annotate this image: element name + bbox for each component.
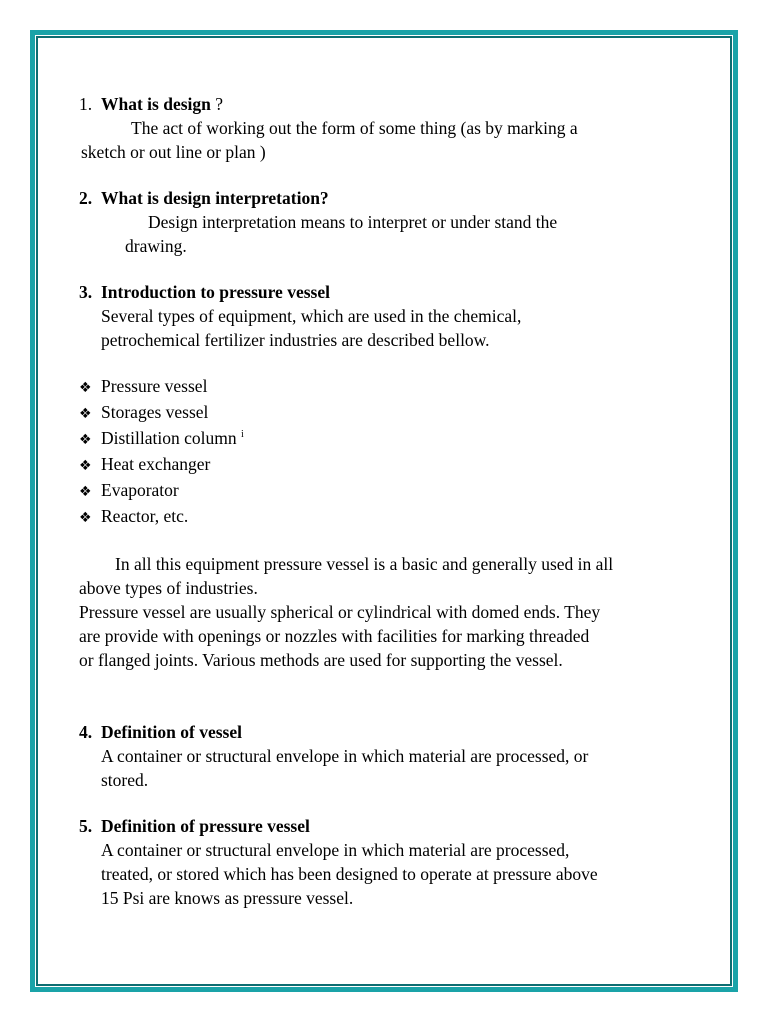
section-3-number: 3.: [79, 282, 93, 302]
section-4-body-line1: A container or structural envelope in which material are processed, or: [101, 746, 589, 766]
paragraph-2: [79, 600, 699, 672]
section-4-number: 4.: [79, 722, 93, 742]
diamond-bullet-icon: ❖: [79, 484, 92, 500]
section-3-body-line2: petrochemical fertilizer industries are described bellow.: [101, 330, 490, 350]
equipment-list: [79, 374, 699, 530]
list-item: ❖ Reactor, etc.: [79, 504, 699, 530]
section-5: [79, 814, 699, 910]
list-item: ❖ Distillation column $^i$: [79, 426, 699, 452]
document-body: [79, 92, 699, 910]
section-5-body-line3: 15 Psi are knows as pressure vessel.: [101, 888, 354, 908]
section-1: [79, 92, 699, 164]
section-4: [79, 720, 699, 792]
section-5-title: Definition of pressure vessel: [101, 816, 310, 836]
section-3-body-line1: Several types of equipment, which are used in the chemical,: [101, 306, 522, 326]
diamond-bullet-icon: ❖: [79, 406, 92, 422]
list-item: ❖ Heat exchanger: [79, 452, 699, 478]
section-2-body-line2: drawing.: [125, 236, 187, 256]
diamond-bullet-icon: ❖: [79, 510, 92, 526]
paragraph-1: [79, 552, 699, 600]
section-1-body-line2: sketch or out line or plan ): [81, 142, 266, 162]
paragraph-2-line3: or flanged joints. Various methods are used for supporting the vessel.: [79, 650, 563, 670]
list-item: ❖ Storages vessel: [79, 400, 699, 426]
section-4-heading: [79, 720, 699, 744]
section-3-heading: [79, 280, 699, 304]
list-item: ❖ Evaporator: [79, 478, 699, 504]
paragraph-1-line2: above types of industries.: [79, 578, 258, 598]
diamond-bullet-icon: ❖: [79, 432, 92, 448]
section-1-title: What is design: [101, 94, 211, 114]
section-2-heading: [79, 186, 699, 210]
section-2-number: 2.: [79, 188, 93, 208]
section-5-number: 5.: [79, 816, 93, 836]
section-5-body-line1: A container or structural envelope in which material are processed,: [101, 840, 570, 860]
section-5-heading: [79, 814, 699, 838]
diamond-bullet-icon: ❖: [79, 458, 92, 474]
section-4-title: Definition of vessel: [101, 722, 242, 742]
section-1-number: 1.: [79, 94, 93, 114]
section-1-title-suffix: ?: [210, 94, 224, 114]
diamond-bullet-icon: ❖: [79, 380, 92, 396]
section-3-title: Introduction to pressure vessel: [101, 282, 330, 302]
section-1-body-line1: The act of working out the form of some thing (as by marking a: [131, 118, 578, 138]
paragraph-1-line1: In all this equipment pressure vessel is a basic and generally used in all: [115, 554, 614, 574]
paragraph-2-line2: are provide with openings or nozzles with facilities for marking threaded: [79, 626, 590, 646]
footnote-mark: i: [241, 429, 244, 440]
section-1-heading: [79, 92, 699, 116]
section-2-body-line1: Design interpretation means to interpret or under stand the: [148, 212, 558, 232]
section-3: [79, 280, 699, 352]
paragraph-2-line1: Pressure vessel are usually spherical or cylindrical with domed ends. They: [79, 602, 601, 622]
section-2: [79, 186, 699, 258]
section-4-body-line2: stored.: [101, 770, 149, 790]
section-2-title: What is design interpretation?: [101, 188, 329, 208]
list-item: ❖ Pressure vessel: [79, 374, 699, 400]
section-5-body-line2: treated, or stored which has been designed to operate at pressure above: [101, 864, 598, 884]
